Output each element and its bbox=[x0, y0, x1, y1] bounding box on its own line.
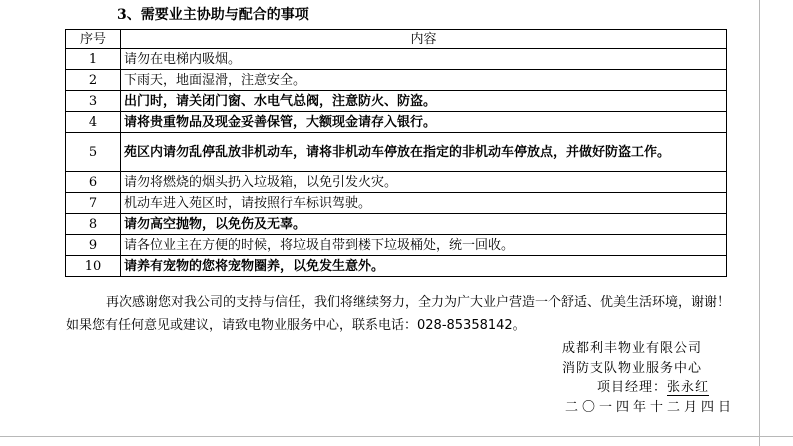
signature-department: 消防支队物业服务中心 bbox=[562, 361, 703, 376]
row-content: 请养有宠物的您将宠物圈养，以免发生意外。 bbox=[121, 256, 727, 277]
column-header-content: 内容 bbox=[121, 30, 727, 49]
row-content: 请勿高空抛物，以免伤及无辜。 bbox=[121, 214, 727, 235]
section-title: 3、需要业主协助与配合的事项 bbox=[117, 7, 309, 23]
signature-manager-line bbox=[597, 376, 709, 395]
cooperation-items-table bbox=[65, 29, 727, 277]
row-number: 9 bbox=[66, 235, 121, 256]
row-content: 机动车进入苑区时，请按照行车标识驾驶。 bbox=[121, 193, 727, 214]
column-header-number: 序号 bbox=[66, 30, 121, 49]
row-content: 出门时，请关闭门窗、水电气总阀，注意防火、防盗。 bbox=[121, 91, 727, 112]
row-number: 6 bbox=[66, 172, 121, 193]
table-row bbox=[66, 70, 727, 91]
row-number: 10 bbox=[66, 256, 121, 277]
table-row bbox=[66, 172, 727, 193]
row-content: 请各位业主在方便的时候，将垃圾自带到楼下垃圾桶处，统一回收。 bbox=[121, 235, 727, 256]
row-number: 8 bbox=[66, 214, 121, 235]
table-row bbox=[66, 235, 727, 256]
row-number: 1 bbox=[66, 49, 121, 70]
row-content: 请勿将燃烧的烟头扔入垃圾箱，以免引发火灾。 bbox=[121, 172, 727, 193]
row-number: 5 bbox=[66, 133, 121, 172]
row-content: 下雨天，地面湿滑，注意安全。 bbox=[121, 70, 727, 91]
table-row bbox=[66, 256, 727, 277]
row-number: 2 bbox=[66, 70, 121, 91]
table-row bbox=[66, 133, 727, 172]
table-row bbox=[66, 112, 727, 133]
closing-paragraph: 再次感谢您对我公司的支持与信任，我们将继续努力，全力为广大业户营造一个舒适、优美生活环境，谢谢！如果您有任何意见或建议，请致电物业服务中心，联系电话：028-85358142。 bbox=[66, 295, 731, 333]
table-row bbox=[66, 91, 727, 112]
signature-company: 成都利丰物业有限公司 bbox=[562, 341, 703, 356]
table-row bbox=[66, 214, 727, 235]
row-number: 4 bbox=[66, 112, 121, 133]
signature-date: 二〇一四年十二月四日 bbox=[565, 400, 736, 415]
row-content: 苑区内请勿乱停乱放非机动车，请将非机动车停放在指定的非机动车停放点，并做好防盗工作。 bbox=[121, 133, 727, 172]
page-frame-bottom-edge bbox=[0, 436, 793, 437]
table-row bbox=[66, 193, 727, 214]
row-content: 请勿在电梯内吸烟。 bbox=[121, 49, 727, 70]
page-frame-right-edge bbox=[759, 0, 760, 446]
manager-name: 张永红 bbox=[667, 380, 710, 395]
table-header-row bbox=[66, 30, 727, 49]
row-content: 请将贵重物品及现金妥善保管，大额现金请存入银行。 bbox=[121, 112, 727, 133]
row-number: 7 bbox=[66, 193, 121, 214]
table-row bbox=[66, 49, 727, 70]
page-frame-corner bbox=[760, 437, 793, 446]
row-number: 3 bbox=[66, 91, 121, 112]
manager-label: 项目经理： bbox=[597, 380, 668, 395]
